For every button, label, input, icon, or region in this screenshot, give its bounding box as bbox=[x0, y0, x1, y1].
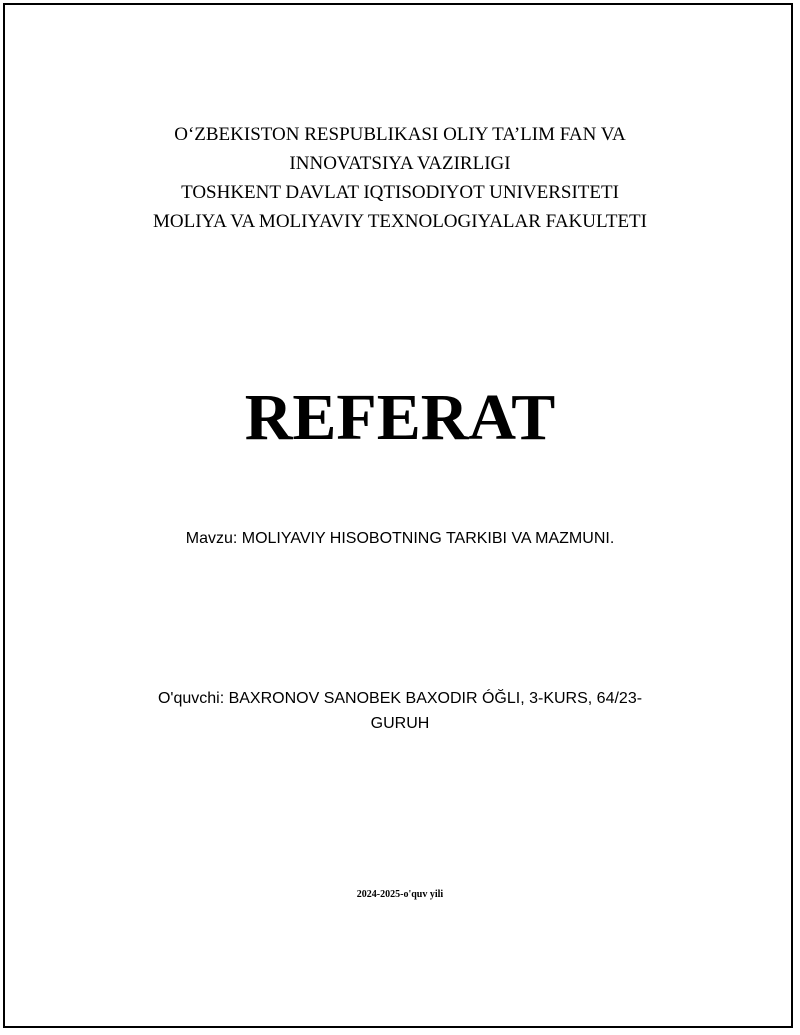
student-line-1: O'quvchi: BAXRONOV SANOBEK BAXODIR ÓĞLI, 3-KURS, 64/23- bbox=[157, 690, 643, 707]
academic-year: 2024-2025-o'quv yili bbox=[356, 889, 444, 900]
header-line-ministry-2: INNOVATSIYA VAZIRLIGI bbox=[289, 153, 511, 174]
topic-line: Mavzu: MOLIYAVIY HISOBOTNING TARKIBI VA MAZMUNI. bbox=[185, 530, 615, 547]
document-title: REFERAT bbox=[244, 381, 556, 454]
student-line-2: GURUH bbox=[370, 715, 430, 732]
header-line-ministry-1: O‘ZBEKISTON RESPUBLIKASI OLIY TA’LIM FAN VA bbox=[174, 124, 626, 145]
header-line-faculty: MOLIYA VA MOLIYAVIY TEXNOLOGIYALAR FAKULTETI bbox=[152, 211, 647, 232]
student-info bbox=[120, 686, 680, 736]
header-line-university: TOSHKENT DAVLAT IQTISODIYOT UNIVERSITETI bbox=[181, 182, 619, 203]
institution-header bbox=[60, 120, 740, 236]
